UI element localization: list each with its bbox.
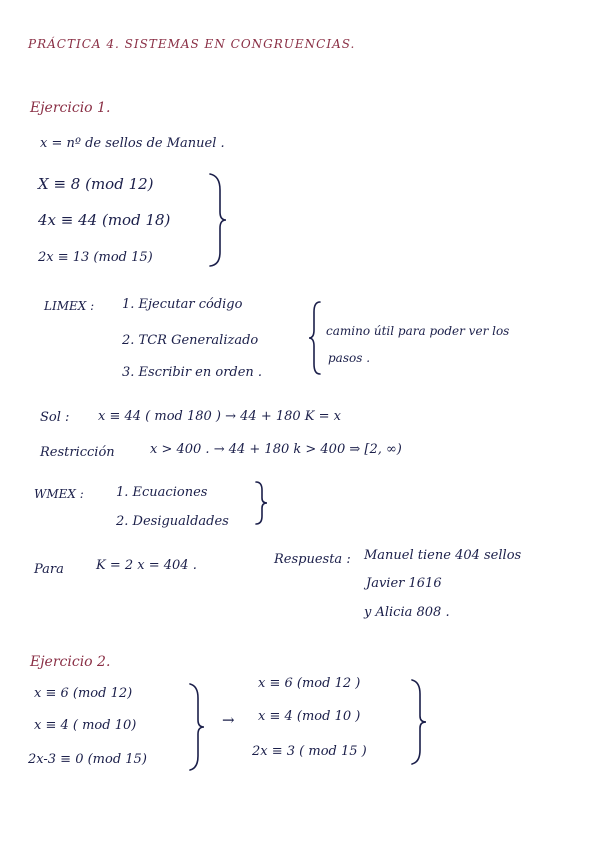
limex-step-1: 1. Ejecutar código xyxy=(122,297,243,312)
answer-line-2: Javier 1616 xyxy=(366,576,442,591)
left-congruence-1: x ≡ 6 (mod 12) xyxy=(34,686,133,701)
transform-arrow: → xyxy=(222,711,235,729)
right-system-brace xyxy=(408,676,430,768)
congruence-3: 2x ≡ 13 (mod 15) xyxy=(38,250,153,265)
exercise-2-heading: Ejercicio 2. xyxy=(30,654,111,670)
para-expression: K = 2 x = 404 . xyxy=(96,558,197,573)
para-label: Para xyxy=(34,562,64,577)
limex-step-3: 3. Escribir en orden . xyxy=(122,365,263,380)
right-congruence-3: 2x ≡ 3 ( mod 15 ) xyxy=(252,744,367,759)
system-brace-1 xyxy=(206,170,230,270)
variable-definition: x = nº de sellos de Manuel . xyxy=(40,136,225,151)
answer-line-3: y Alicia 808 . xyxy=(364,605,450,620)
limex-brace xyxy=(308,298,328,378)
limex-step-2: 2. TCR Generalizado xyxy=(122,333,259,348)
answer-line-1: Manuel tiene 404 sellos xyxy=(364,548,522,563)
wmex-brace xyxy=(252,478,272,528)
page-title: PRÁCTICA 4. SISTEMAS EN CONGRUENCIAS. xyxy=(28,37,356,51)
restriction-label: Restricción xyxy=(40,445,115,460)
left-congruence-2: x ≡ 4 ( mod 10) xyxy=(34,718,137,733)
wmex-label: WMEX : xyxy=(34,487,84,501)
congruence-2: 4x ≡ 44 (mod 18) xyxy=(38,211,171,229)
limex-note-line-2: pasos . xyxy=(328,351,371,365)
wmex-step-1: 1. Ecuaciones xyxy=(116,485,208,500)
answer-label: Respuesta : xyxy=(274,552,351,567)
limex-note-line-1: camino útil para poder ver los xyxy=(326,324,510,338)
left-congruence-3: 2x-3 ≡ 0 (mod 15) xyxy=(28,752,147,767)
congruence-1: X ≡ 8 (mod 12) xyxy=(38,175,154,193)
right-congruence-1: x ≡ 6 (mod 12 ) xyxy=(258,676,361,691)
wmex-step-2: 2. Desigualdades xyxy=(116,514,229,529)
sol-label: Sol : xyxy=(40,410,70,425)
restriction-expression: x > 400 . → 44 + 180 k > 400 ⇒ [2, ∞) xyxy=(150,442,402,457)
left-system-brace xyxy=(186,680,208,774)
right-congruence-2: x ≡ 4 (mod 10 ) xyxy=(258,709,361,724)
exercise-1-heading: Ejercicio 1. xyxy=(30,100,111,116)
sol-expression: x ≡ 44 ( mod 180 ) → 44 + 180 K = x xyxy=(98,409,341,424)
limex-label: LIMEX : xyxy=(44,299,95,313)
